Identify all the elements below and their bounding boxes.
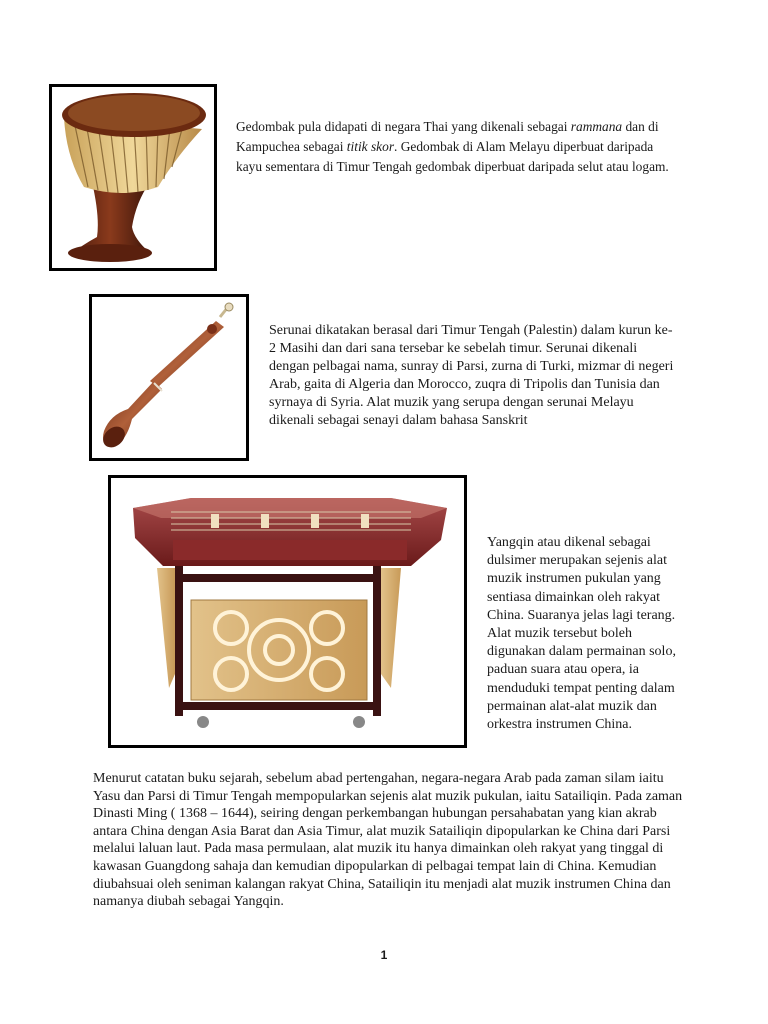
- page-number: 1: [380, 948, 388, 962]
- gedombak-image: [49, 84, 217, 271]
- gedombak-description: Gedombak pula didapati di negara Thai yang dikenali sebagai rammana dan di Kampuchea sebagai titik skor. Gedombak di Alam Melayu diperbuat daripada kayu sementara di Timur Tengah gedombak diperbuat daripada selut atau logam.: [236, 119, 669, 174]
- yangqin-image: [108, 475, 467, 748]
- titik-skor-term: titik skor: [346, 139, 395, 154]
- rammana-term: rammana: [570, 119, 623, 134]
- yangqin-description: Yangqin atau dikenal sebagai dulsimer merupakan sejenis alat muzik instrumen pukulan yang sentiasa dimainkan oleh rakyat China. Suaranya jelas lagi terang. Alat muzik tersebut boleh digunakan dalam permainan solo, paduan suara atau opera, ia menduduki tempat penting dalam permainan alat-alat muzik dan orkestra instrumen China.: [487, 535, 676, 733]
- serunai-image: [89, 294, 249, 461]
- serunai-description: Serunai dikatakan berasal dari Timur Tengah (Palestin) dalam kurun ke-2 Masihi dan dari sana tersebar ke sebelah timur. Serunai dikenali dengan pelbagai nama, sunray di Parsi, zurna di Turki, mizmar di negeri Arab, gaita di Algeria dan Morocco, zuqra di Tripolis dan Tunisia dan syrnaya di Syria. Alat muzik yang serupa dengan serunai Melayu dikenali sebagai senayi dalam bahasa Sanskrit: [269, 323, 674, 428]
- history-paragraph: Menurut catatan buku sejarah, sebelum abad pertengahan, negara-negara Arab pada zaman silam iaitu Yasu dan Parsi di Timur Tengah mempopularkan sejenis alat muzik pukulan, iaitu Satailiqin. Pada zaman Dinasti Ming ( 1368 – 1644), seiring dengan perkembangan hubungan persahabatan yang kian akrab antara China dengan Asia Barat dan Asia Timur, alat muzik Satailiqin dipopularkan ke China dari Parsi melalui laluan laut. Pada masa permulaan, alat muzik itu hanya dimainkan oleh rakyat yang tinggal di kawasan Guangdong sahaja dan kemudian dipopularkan di pelbagai tempat lain di China. Kemudian diubahsuai oleh seniman kalangan rakyat China, Satailiqin itu menjadi alat muzik instrumen China dan namanya diubah sebagai Yangqin.: [93, 771, 683, 910]
